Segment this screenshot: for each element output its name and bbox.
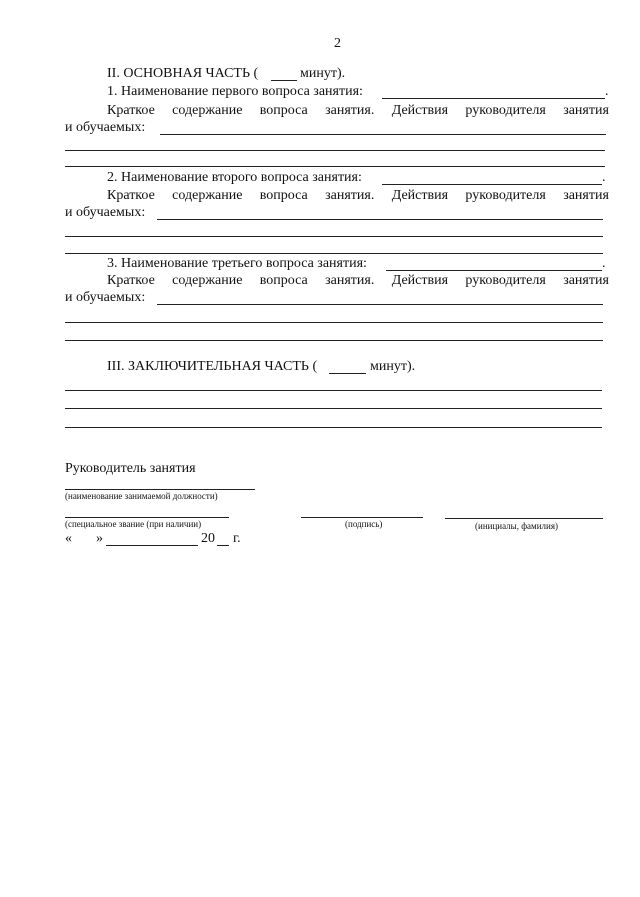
question-3-period: . bbox=[602, 256, 606, 271]
question-1-period: . bbox=[605, 84, 609, 99]
position-caption: (наименование занимаемой должности) bbox=[65, 491, 218, 501]
leader-label: Руководитель занятия bbox=[65, 461, 196, 476]
question-1-answer-line-1 bbox=[160, 134, 606, 135]
rank-caption: (специальное звание (при наличии) bbox=[65, 519, 202, 529]
question-2-answer-line-2 bbox=[65, 236, 603, 237]
question-3-answer-line-2 bbox=[65, 322, 603, 323]
final-part-line-3 bbox=[65, 427, 602, 428]
question-3-content-line: Краткое содержание вопроса занятия. Действия руководителя занятия bbox=[107, 273, 609, 288]
main-part-minutes-blank bbox=[271, 80, 297, 81]
final-part-line-1 bbox=[65, 390, 602, 391]
question-3-title-blank bbox=[386, 270, 602, 271]
question-1-answer-line-3 bbox=[65, 166, 605, 167]
question-2-answer-line-3 bbox=[65, 253, 603, 254]
date-open-quote: « bbox=[65, 531, 72, 546]
date-month-blank bbox=[106, 545, 198, 546]
date-year-prefix: 20 bbox=[201, 531, 215, 546]
question-2-title: 2. Наименование второго вопроса занятия: bbox=[107, 170, 362, 185]
main-part-heading bbox=[107, 66, 258, 82]
final-part-heading-start: III. ЗАКЛЮЧИТЕЛЬНАЯ ЧАСТЬ ( bbox=[107, 359, 318, 374]
name-caption: (инициалы, фамилия) bbox=[475, 521, 558, 531]
question-1-title-blank bbox=[382, 98, 605, 99]
date-year-blank bbox=[217, 545, 229, 546]
question-3-answer-line-3 bbox=[65, 340, 603, 341]
main-part-heading-start: II. ОСНОВНАЯ ЧАСТЬ ( bbox=[107, 66, 259, 81]
question-1-content-continuation: и обучаемых: bbox=[65, 120, 146, 135]
question-2-answer-line-1 bbox=[157, 219, 603, 220]
signature-line bbox=[301, 517, 423, 518]
date-close-quote: » bbox=[96, 531, 103, 546]
question-1-title: 1. Наименование первого вопроса занятия: bbox=[107, 84, 363, 99]
question-3-content-continuation: и обучаемых: bbox=[65, 290, 146, 305]
question-1-answer-line-2 bbox=[65, 150, 605, 151]
name-line bbox=[445, 518, 603, 519]
signature-caption: (подпись) bbox=[345, 519, 383, 529]
final-part-line-2 bbox=[65, 408, 602, 409]
question-3-answer-line-1 bbox=[157, 304, 603, 305]
page-number: 2 bbox=[334, 36, 341, 51]
question-2-content-continuation: и обучаемых: bbox=[65, 205, 146, 220]
final-part-minutes-blank bbox=[329, 373, 366, 374]
date-year-suffix: г. bbox=[233, 531, 241, 546]
question-2-title-blank bbox=[382, 184, 602, 185]
question-3-title: 3. Наименование третьего вопроса занятия: bbox=[107, 256, 367, 271]
question-2-period: . bbox=[602, 170, 606, 185]
question-1-content-line: Краткое содержание вопроса занятия. Действия руководителя занятия bbox=[107, 103, 609, 118]
question-2-content-line: Краткое содержание вопроса занятия. Действия руководителя занятия bbox=[107, 188, 609, 203]
rank-line bbox=[65, 517, 229, 518]
main-part-heading-end: минут). bbox=[300, 66, 346, 81]
position-line bbox=[65, 489, 255, 490]
final-part-heading-end: минут). bbox=[370, 359, 416, 374]
